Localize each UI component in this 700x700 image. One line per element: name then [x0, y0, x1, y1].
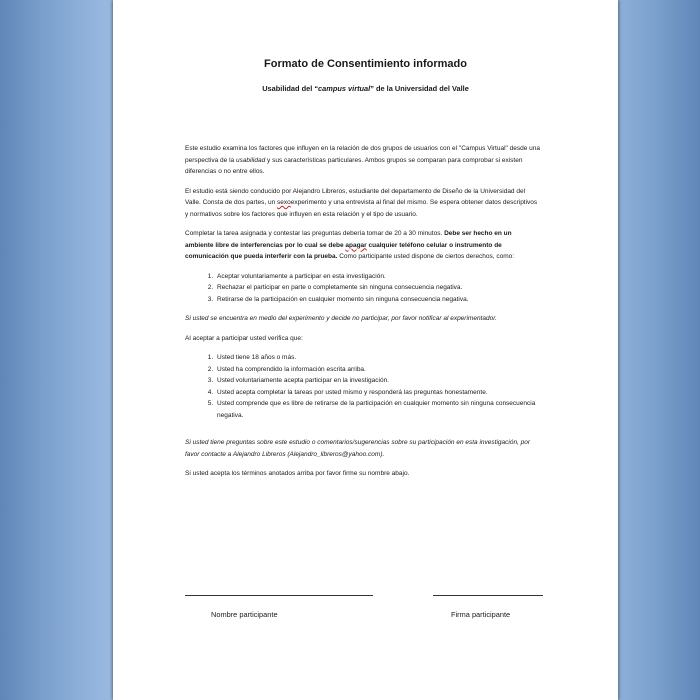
- subtitle-italic: campus virtual: [318, 84, 371, 93]
- subtitle-prefix: Usabilidad del “: [262, 84, 319, 93]
- name-signature-line: [185, 595, 373, 596]
- document-subtitle: [113, 84, 618, 93]
- p3-bold1: Debe ser hecho en un ambiente libre de interferencias por lo cual se debe: [185, 230, 512, 249]
- p1-italic: usabilidad: [235, 156, 266, 164]
- document-body: [185, 143, 540, 488]
- p1-text: Este estudio examina los factores que influyen en la relación de dos grupos de usuarios con el "Campus Virtual" desde una perspectiva de la: [185, 145, 540, 164]
- list-item: 3. Retirarse de la participación en cualquier momento sin ninguna consecuencia negativa.: [215, 294, 540, 306]
- document-page: [113, 0, 618, 700]
- list-item: 4. Usted acepta completar la tareas por usted mismo y responderá las preguntas honestamente.: [215, 387, 540, 399]
- name-participant-label: Nombre participante: [211, 610, 278, 619]
- p3-bold2: cualquier teléfono celular o instrumento de comunicación que pueda interferir con la prueba.: [185, 241, 502, 260]
- paragraph-withdraw-notice: Si usted se encuentra en medio del experimento y decide no participar, por favor notificar al experimentador.: [185, 315, 497, 322]
- p1-end: y sus características particulares. Ambos grupos se comparan para comprobar si existen diferencias o no entre ellos.: [185, 156, 523, 175]
- paragraph-sign-instructions: Si usted acepta los términos anotados arriba por favor firme su nombre abajo.: [185, 470, 410, 477]
- document-title: Formato de Consentimiento informado: [264, 58, 467, 70]
- paragraph-verify-intro: Al aceptar a participar usted verifica que:: [185, 334, 303, 342]
- p2-end: experimento y una entrevista al final del mismo. Se espera obtener datos descriptivos y normativos sobre los factores que influyen en esta relación y el tipo de usuario.: [185, 199, 538, 218]
- list-item: 2. Usted ha comprendido la información escrita arriba.: [215, 364, 540, 376]
- p3-spell: apagar: [345, 241, 367, 249]
- p2-start: El estudio está siendo conducido por Alejandro Libreros, estudiante del departamento de Diseño de la Universidad del Valle. Consta de dos partes, un: [185, 187, 526, 206]
- list-item: 1. Usted tiene 18 años o más.: [215, 352, 540, 364]
- verification-list: [185, 352, 540, 421]
- signature-participant-label: Firma participante: [451, 610, 511, 619]
- list-item: 3. Usted voluntariamente acepta participar en la investigación.: [215, 375, 540, 387]
- paragraph-study-description: [185, 143, 540, 178]
- p3-start: Completar la tarea asignada y contestar las preguntas debería tomar de 20 a 30 minutos.: [185, 230, 445, 237]
- paragraph-contact: Si usted tiene preguntas sobre este estudio o comentarios/sugerencias sobre su participación en esta investigación, por favor contacte a Alejandro Libreros (Alejandro_libreros@yahoo.com).: [185, 439, 531, 458]
- p2-spell: sexo: [277, 199, 291, 206]
- list-item: 1. Aceptar voluntariamente a participar en esta investigación.: [215, 271, 540, 283]
- subtitle-suffix: ” de la Universidad del Valle: [370, 84, 469, 93]
- paragraph-instructions: [185, 228, 540, 263]
- signature-line: [433, 595, 543, 596]
- rights-list: [185, 271, 540, 306]
- paragraph-conductor: [185, 186, 540, 221]
- list-item: 5. Usted comprende que es libre de retirarse de la participación en cualquier momento sin ninguna consecuencia negativa.: [215, 398, 540, 421]
- p3-end: Como participante usted dispone de ciertos derechos, como:: [337, 253, 515, 260]
- list-item: 2. Rechazar el participar en parte o completamente sin ninguna consecuencia negativa.: [215, 282, 540, 294]
